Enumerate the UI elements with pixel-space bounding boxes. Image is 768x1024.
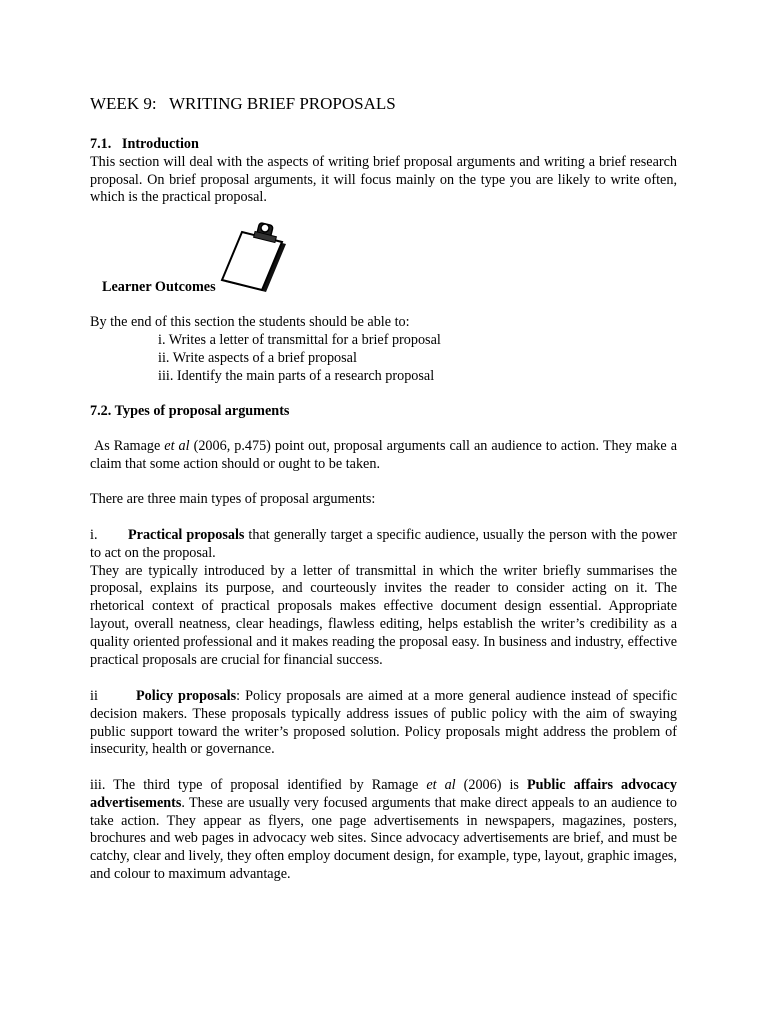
advocacy-lead: iii. The third type of proposal identified by Ramage — [90, 777, 427, 793]
clipboard-icon — [220, 220, 300, 296]
advocacy-text: . These are usually very focused arguments that make direct appeals to an audience to take action. They appear as flyers, one page advertisements in newspapers, magazines, posters, brochures and web pages in advocacy web sites. Since advocacy advertisements are brief, and must be catchy, clear and lively, they often employ document design, for example, type, layout, graphic images, and colour to maximum advantage. — [90, 794, 677, 882]
list-item: i. Writes a letter of transmittal for a brief proposal — [158, 332, 441, 348]
practical-text: that generally target a specific audience, usually the person with the power to act on the proposal. — [90, 527, 677, 561]
outcomes-lead: By the end of this section the students should be able to: — [90, 314, 410, 330]
outcomes-list — [158, 332, 441, 385]
advocacy-section — [90, 777, 677, 884]
advocacy-mid: (2006) is — [455, 777, 527, 793]
page-title: WEEK 9: WRITING BRIEF PROPOSALS — [90, 94, 396, 113]
intro-text: This section will deal with the aspects of writing brief proposal arguments and writing a brief research proposal. On brief proposal arguments, it will focus mainly on the type you are likely to write often, which is the practical proposal. — [90, 153, 677, 206]
list-item: ii. Write aspects of a brief proposal — [158, 349, 357, 366]
item-number: ii — [90, 688, 98, 704]
list-item: iii. Identify the main parts of a research proposal — [158, 367, 435, 384]
item-number: i. — [90, 527, 98, 543]
citation-etal: et al — [426, 777, 456, 793]
types-heading: 7.2. Types of proposal arguments — [90, 403, 290, 419]
policy-proposals-section — [90, 688, 677, 759]
types-count-sentence: There are three main types of proposal arguments: — [90, 491, 376, 507]
policy-term: Policy proposals — [136, 688, 237, 704]
citation-etal: et al — [164, 438, 190, 454]
practical-proposals-section — [90, 527, 677, 669]
learner-outcomes-label: Learner Outcomes — [102, 279, 216, 295]
practical-term: Practical proposals — [128, 527, 245, 543]
types-intro-paragraph — [90, 438, 681, 474]
intro-heading: 7.1. Introduction — [90, 136, 199, 152]
intro-section — [90, 136, 677, 207]
practical-detail: They are typically introduced by a letter of transmittal in which the writer briefly summarises the proposal, explains its purpose, and courteously invites the reader to consider acting on it. The rhetorical context of practical proposals makes effective document design essential. Appropriate layout, overall neatness, clear headings, flawless editing, helps establish the writer’s credibility as a quality oriented professional and it makes reading the proposal easy. In business and industry, effective practical proposals are crucial for financial success. — [90, 562, 677, 668]
policy-text: : Policy proposals are aimed at a more general audience instead of specific decision makers. These proposals typically address issues of public policy with the aim of swaying public support toward the writer’s proposed solution. Policy proposals might address the problem of insecurity, health or governance. — [90, 688, 678, 758]
advocacy-term: Public affairs advocacy advertisements — [90, 777, 677, 811]
para-text: (2006, p.475) point out, proposal arguments call an audience to action. They make a claim that some action should or ought to be taken. — [90, 438, 681, 472]
para-text: As Ramage — [90, 438, 165, 454]
